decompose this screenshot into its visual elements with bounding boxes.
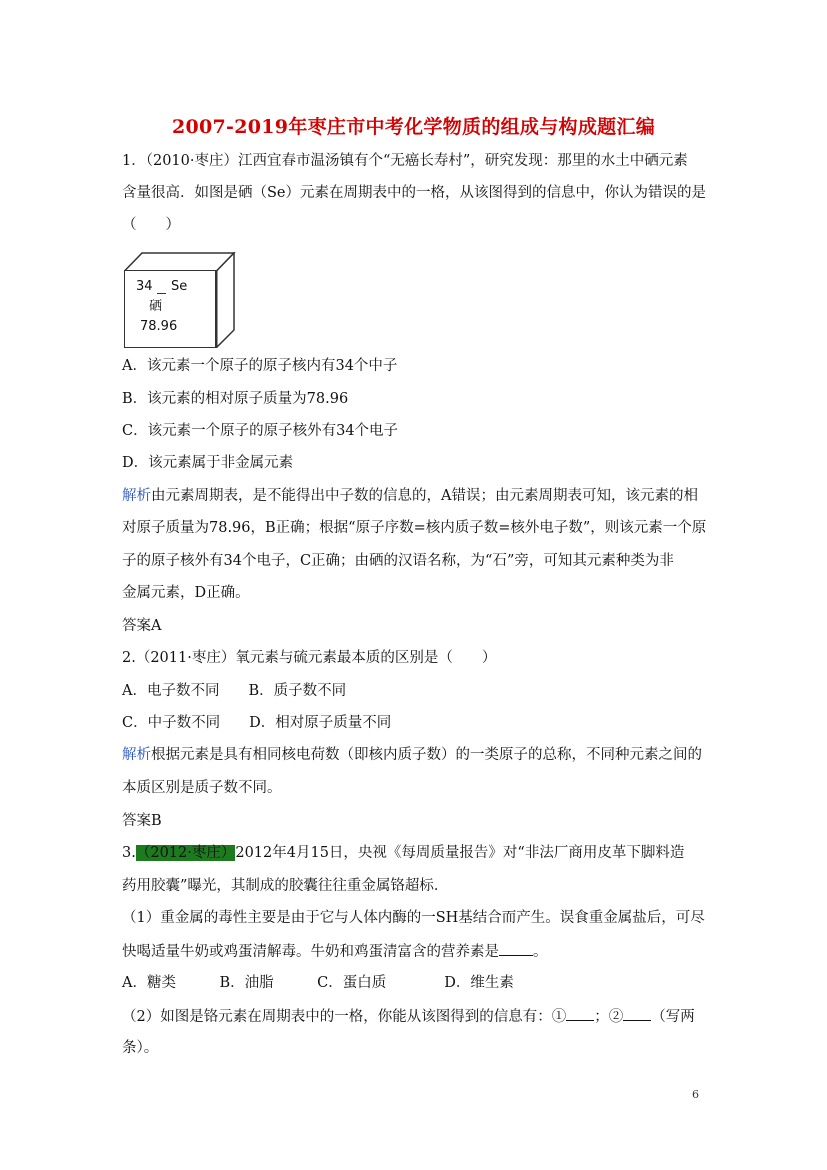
atomic-number: 34 — [136, 279, 153, 294]
q3-stem-line1 — [122, 843, 712, 863]
q1-analysis-line4: 金属元素，D正确。 — [122, 585, 250, 601]
q2-answer: 答案B — [122, 813, 162, 829]
q1-option-a: A．该元素一个原子的原子核内有34个中子 — [122, 358, 398, 374]
q1-option-b: B．该元素的相对原子质量为78.96 — [122, 391, 349, 407]
q2-stem: 2.（2011·枣庄）氧元素与硫元素最本质的区别是（ ） — [122, 650, 497, 666]
element-symbol: Se — [171, 279, 188, 294]
analysis-text: 根据元素是具有相同核电荷数（即核内质子数）的一类原子的总称，不同种元素之间的 — [151, 747, 702, 763]
q3-sub2-text: （2）如图是铬元素在周期表中的一格，你能从该图得到的信息有：① — [122, 1009, 567, 1025]
answer-blank-2[interactable] — [623, 1006, 651, 1021]
q2-options-row2: C．中子数不同 D．相对原子质量不同 — [122, 715, 392, 731]
answer-blank-1[interactable] — [566, 1006, 594, 1021]
q1-analysis-line2: 对原子质量为78.96，B正确；根据“原子序数=核内质子数=核外电子数”，则该元素一个原 — [122, 520, 707, 536]
q3-sub1-end: 。 — [533, 944, 548, 960]
q3-sub2-line2: 条）。 — [122, 1040, 159, 1056]
q1-stem-line1: 1．（2010·枣庄）江西宜春市温汤镇有个“无癌长寿村”，研究发现：那里的水土中硒元素 — [122, 153, 688, 169]
element-cell-face — [124, 270, 216, 348]
q2-analysis-line2: 本质区别是质子数不同。 — [122, 780, 282, 796]
q3-sub1-text: 快喝适量牛奶或鸡蛋清解毒。牛奶和鸡蛋清富含的营养素是 — [122, 944, 499, 960]
q3-sub2-sep: ；② — [594, 1009, 624, 1025]
q3-source-highlight: （2012·枣庄） — [135, 845, 236, 861]
q1-stem-line3: （ ） — [122, 217, 180, 233]
q1-option-d: D．该元素属于非金属元素 — [122, 455, 294, 471]
q1-analysis-line3: 子的原子核外有34个电子，C正确；由硒的汉语名称，为“石”旁，可知其元素种类为非 — [122, 553, 674, 569]
page-title: 2007-2019年枣庄市中考化学物质的组成与构成题汇编 — [171, 116, 656, 138]
analysis-text: 由元素周期表，是不能得出中子数的信息的，A错误；由元素周期表可知，该元素的相 — [151, 488, 698, 504]
q1-answer: 答案A — [122, 618, 162, 634]
selenium-element-cell — [124, 252, 244, 348]
q3-number: 3. — [122, 845, 136, 861]
q1-stem-line2: 含量很高．如图是硒（Se）元素在周期表中的一格，从该图得到的信息中，你认为错误的是 — [122, 185, 707, 201]
q3-sub2-line1 — [122, 1006, 712, 1027]
q2-options-row1: A．电子数不同 B．质子数不同 — [122, 683, 347, 699]
answer-blank[interactable] — [499, 941, 533, 956]
q1-option-c: C．该元素一个原子的原子核外有34个电子 — [122, 423, 399, 439]
analysis-label: 解析 — [122, 488, 151, 504]
page-number: 6 — [692, 1088, 699, 1101]
atomic-mass: 78.96 — [140, 319, 178, 334]
q3-stem-line2: 药用胶囊”曝光，其制成的胶囊往往重金属铬超标． — [122, 878, 449, 894]
q3-options: A．糖类 B．油脂 C．蛋白质 D．维生素 — [122, 975, 514, 991]
q2-analysis-line1 — [122, 745, 712, 765]
analysis-label: 解析 — [122, 747, 151, 763]
q3-stem-text: 2012年4月15日，央视《每周质量报告》对“非法厂商用皮革下脚料造 — [235, 845, 685, 861]
divider — [157, 293, 166, 294]
q1-analysis-line1 — [122, 486, 712, 506]
q3-sub2-tail: （写两 — [651, 1009, 695, 1025]
q3-sub1-line2 — [122, 941, 712, 962]
element-name: 硒 — [149, 299, 163, 314]
q3-sub1-line1: （1）重金属的毒性主要是由于它与人体内酶的一SH基结合而产生。误食重金属盐后，可尽 — [122, 910, 705, 926]
